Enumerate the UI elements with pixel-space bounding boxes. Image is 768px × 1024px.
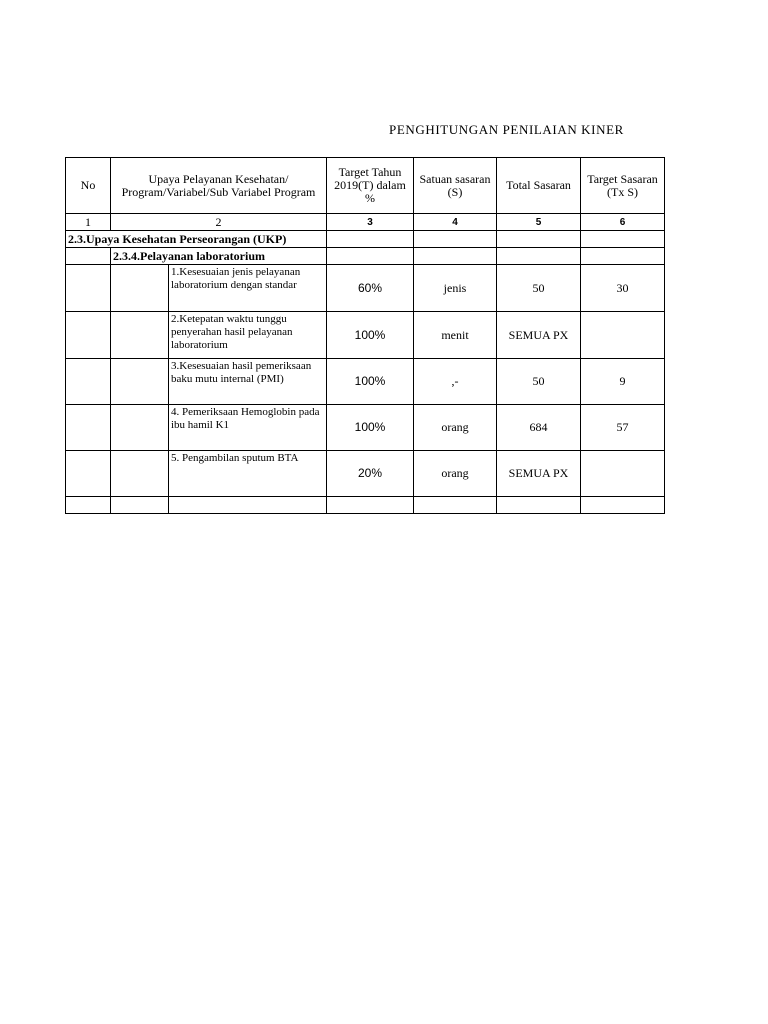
target-sasaran-value: 9 — [581, 359, 665, 405]
indicator-name: 5. Pengambilan sputum BTA — [169, 451, 327, 497]
header-target-sasaran: Target Sasaran (Tx S) — [581, 158, 665, 214]
table-row — [66, 265, 665, 312]
empty-cell — [327, 497, 414, 514]
empty-cell — [581, 231, 665, 248]
table-row — [66, 359, 665, 405]
column-number: 2 — [111, 214, 327, 231]
performance-table — [65, 157, 665, 514]
satuan-value: ,- — [414, 359, 497, 405]
target-percent: 100% — [327, 405, 414, 451]
empty-cell — [111, 312, 169, 359]
empty-cell — [66, 451, 111, 497]
header-upaya: Upaya Pelayanan Kesehatan/ Program/Variabel/Sub Variabel Program — [111, 158, 327, 214]
header-satuan: Satuan sasaran (S) — [414, 158, 497, 214]
empty-cell — [327, 231, 414, 248]
indicator-name: 2.Ketepatan waktu tunggu penyerahan hasil pelayanan laboratorium — [169, 312, 327, 359]
empty-cell — [414, 248, 497, 265]
empty-cell — [581, 248, 665, 265]
empty-cell — [66, 405, 111, 451]
total-sasaran-value: 684 — [497, 405, 581, 451]
header-row — [66, 158, 665, 214]
target-sasaran-value — [581, 312, 665, 359]
indicator-name: 4. Pemeriksaan Hemoglobin pada ibu hamil K1 — [169, 405, 327, 451]
empty-cell — [111, 497, 169, 514]
empty-cell — [581, 497, 665, 514]
table-row — [66, 312, 665, 359]
indicator-name: 1.Kesesuaian jenis pelayanan laboratorium dengan standar — [169, 265, 327, 312]
target-sasaran-value — [581, 451, 665, 497]
empty-cell — [66, 248, 111, 265]
header-target-tahun: Target Tahun 2019(T) dalam % — [327, 158, 414, 214]
empty-cell — [111, 359, 169, 405]
target-sasaran-value: 30 — [581, 265, 665, 312]
empty-cell — [497, 231, 581, 248]
satuan-value: orang — [414, 405, 497, 451]
empty-cell — [327, 248, 414, 265]
target-percent: 20% — [327, 451, 414, 497]
empty-cell — [66, 265, 111, 312]
target-sasaran-value: 57 — [581, 405, 665, 451]
column-number: 1 — [66, 214, 111, 231]
section-row — [66, 231, 665, 248]
satuan-value: jenis — [414, 265, 497, 312]
subsection-row — [66, 248, 665, 265]
page-title: PENGHITUNGAN PENILAIAN KINER — [389, 122, 624, 137]
empty-cell — [414, 231, 497, 248]
target-percent: 100% — [327, 359, 414, 405]
empty-cell — [497, 248, 581, 265]
total-sasaran-value: 50 — [497, 359, 581, 405]
target-percent: 60% — [327, 265, 414, 312]
empty-row — [66, 497, 665, 514]
total-sasaran-value: 50 — [497, 265, 581, 312]
empty-cell — [111, 451, 169, 497]
total-sasaran-value: SEMUA PX — [497, 312, 581, 359]
table-row — [66, 451, 665, 497]
column-number: 5 — [497, 214, 581, 231]
column-number-row — [66, 214, 665, 231]
column-number: 3 — [327, 214, 414, 231]
section-label: 2.3.Upaya Kesehatan Perseorangan (UKP) — [66, 231, 327, 248]
column-number: 4 — [414, 214, 497, 231]
target-percent: 100% — [327, 312, 414, 359]
empty-cell — [66, 359, 111, 405]
empty-cell — [111, 265, 169, 312]
empty-cell — [414, 497, 497, 514]
header-total-sasaran: Total Sasaran — [497, 158, 581, 214]
column-number: 6 — [581, 214, 665, 231]
empty-cell — [66, 312, 111, 359]
empty-cell — [66, 497, 111, 514]
empty-cell — [497, 497, 581, 514]
indicator-name: 3.Kesesuaian hasil pemeriksaan baku mutu internal (PMI) — [169, 359, 327, 405]
header-no: No — [66, 158, 111, 214]
table-row — [66, 405, 665, 451]
satuan-value: orang — [414, 451, 497, 497]
empty-cell — [111, 405, 169, 451]
satuan-value: menit — [414, 312, 497, 359]
subsection-label: 2.3.4.Pelayanan laboratorium — [111, 248, 327, 265]
total-sasaran-value: SEMUA PX — [497, 451, 581, 497]
empty-cell — [169, 497, 327, 514]
